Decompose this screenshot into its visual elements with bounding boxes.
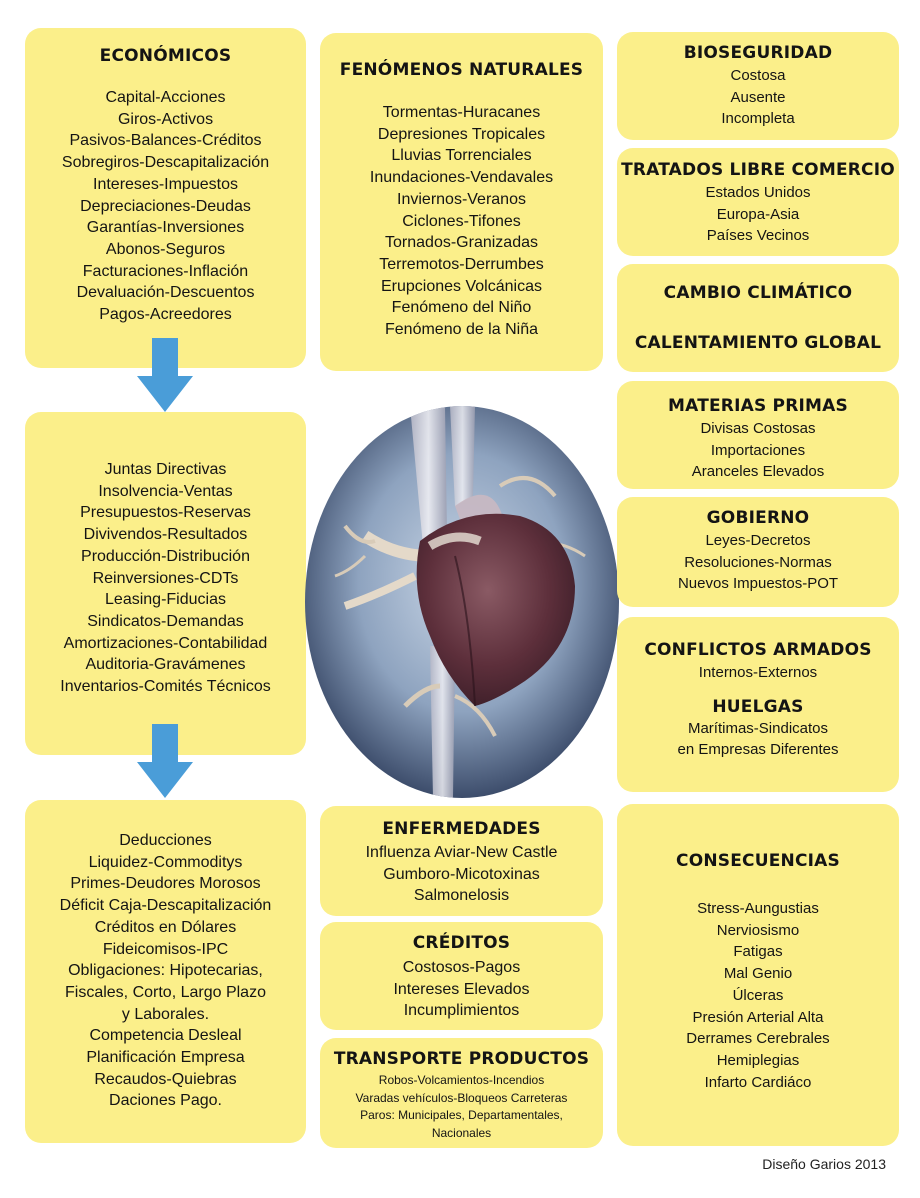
- materias-primas-list: [617, 418, 899, 483]
- list-item: Leyes-Decretos: [705, 532, 811, 549]
- list-item: Europa-Asia: [716, 205, 800, 223]
- list-item: Garantías-Inversiones: [86, 219, 245, 237]
- list-item: Aranceles Elevados: [691, 463, 825, 481]
- conflictos-list: [617, 662, 899, 684]
- list-item: Giros-Activos: [117, 110, 214, 128]
- gestion-box: [25, 412, 306, 755]
- list-item: Leasing-Fiducias: [105, 591, 226, 609]
- financiero-list: [25, 830, 306, 1112]
- list-item: Créditos en Dólares: [94, 918, 237, 936]
- gobierno-title: GOBIERNO: [706, 508, 810, 528]
- list-item: Mal Genio: [723, 965, 793, 983]
- list-item: Resoluciones-Normas: [684, 553, 832, 571]
- tratados-title: TRATADOS LIBRE COMERCIO: [621, 160, 895, 180]
- list-item: Fenómeno del Niño: [391, 299, 532, 317]
- arrow-down-icon: [137, 338, 193, 414]
- calentamiento-global-title: CALENTAMIENTO GLOBAL: [634, 333, 882, 353]
- list-item: Gumboro-Micotoxinas: [383, 865, 540, 883]
- arrow-down-icon: [137, 724, 193, 800]
- economicos-title: ECONÓMICOS: [99, 46, 232, 66]
- consecuencias-box: [617, 804, 899, 1146]
- list-item: Estados Unidos: [705, 184, 811, 201]
- consecuencias-list: [617, 898, 899, 1093]
- design-credit: Diseño Garios 2013: [762, 1156, 886, 1172]
- list-item: Varadas vehículos-Bloqueos Carreteras: [355, 1090, 568, 1105]
- list-item: Fenómeno de la Niña: [385, 321, 538, 339]
- transporte-list: [320, 1072, 603, 1142]
- list-item: Inventarios-Comités Técnicos: [60, 678, 271, 696]
- tratados-box: [617, 148, 899, 256]
- list-item: Deducciones: [119, 832, 212, 849]
- list-item: Hemiplegias: [716, 1051, 800, 1069]
- list-item: Sindicatos-Demandas: [87, 612, 244, 630]
- list-item: Ciclones-Tifones: [402, 212, 521, 230]
- bioseguridad-list: [617, 65, 899, 130]
- list-item: Marítimas-Sindicatos: [687, 719, 829, 737]
- cambio-climatico-title: CAMBIO CLIMÁTICO: [663, 283, 853, 303]
- huelgas-title: HUELGAS: [712, 696, 804, 717]
- economicos-list: [25, 87, 306, 326]
- list-item: Auditoria-Gravámenes: [85, 656, 246, 674]
- tratados-list: [617, 182, 899, 247]
- list-item: Sobregiros-Descapitalización: [61, 154, 270, 172]
- list-item: Stress-Aungustias: [697, 900, 819, 917]
- list-item: Pagos-Acreedores: [99, 306, 232, 324]
- list-item: Importaciones: [710, 441, 806, 459]
- list-item: Presupuestos-Reservas: [80, 504, 251, 522]
- list-item: Tornados-Granizadas: [385, 234, 538, 252]
- bioseguridad-box: [617, 32, 899, 140]
- cambio-climatico-box: [617, 264, 899, 372]
- list-item: Incumplimientos: [403, 1002, 520, 1020]
- list-item: y Laborales.: [121, 1005, 210, 1023]
- list-item: Inviernos-Veranos: [397, 190, 526, 208]
- list-item: Países Vecinos: [706, 227, 810, 245]
- list-item: Recaudos-Quiebras: [94, 1070, 237, 1088]
- enfermedades-list: [320, 842, 603, 907]
- list-item: Salmonelosis: [413, 887, 510, 905]
- enfermedades-box: [320, 806, 603, 916]
- list-item: Juntas Directivas: [104, 461, 227, 478]
- list-item: Ausente: [730, 88, 786, 106]
- list-item: Paros: Municipales, Departamentales,: [360, 1108, 563, 1122]
- huelgas-list: [617, 718, 899, 761]
- list-item: Reinversiones-CDTs: [92, 569, 239, 587]
- conflictos-box: [617, 617, 899, 792]
- list-item: Internos-Externos: [698, 664, 818, 681]
- materias-primas-title: MATERIAS PRIMAS: [668, 396, 848, 416]
- list-item: Primes-Deudores Morosos: [70, 875, 261, 893]
- list-item: Nuevos Impuestos-POT: [677, 575, 839, 593]
- fenomenos-title: FENÓMENOS NATURALES: [339, 60, 584, 80]
- list-item: Fideicomisos-IPC: [102, 940, 229, 958]
- bioseguridad-title: BIOSEGURIDAD: [683, 43, 833, 63]
- list-item: Intereses-Impuestos: [93, 175, 238, 193]
- list-item: Producción-Distribución: [81, 547, 250, 565]
- list-item: Presión Arterial Alta: [692, 1008, 824, 1026]
- creditos-list: [320, 957, 603, 1022]
- list-item: Amortizaciones-Contabilidad: [63, 634, 268, 652]
- materias-primas-box: [617, 381, 899, 489]
- list-item: Depreciaciones-Deudas: [80, 197, 251, 215]
- list-item: Intereses Elevados: [393, 980, 530, 998]
- economicos-box: [25, 28, 306, 368]
- list-item: Tormentas-Huracanes: [382, 104, 541, 121]
- list-item: Abonos-Seguros: [105, 240, 226, 258]
- list-item: Déficit Caja-Descapitalización: [59, 897, 272, 915]
- conflictos-title: CONFLICTOS ARMADOS: [644, 640, 872, 660]
- transporte-box: [320, 1038, 603, 1148]
- list-item: Erupciones Volcánicas: [381, 277, 542, 295]
- list-item: Costosa: [730, 67, 786, 84]
- list-item: Influenza Aviar-New Castle: [365, 844, 558, 861]
- gobierno-list: [617, 530, 899, 595]
- list-item: Depresiones Tropicales: [377, 125, 546, 143]
- list-item: Fiscales, Corto, Largo Plazo: [65, 983, 266, 1001]
- list-item: Fatigas: [733, 943, 783, 961]
- list-item: Capital-Acciones: [105, 89, 226, 106]
- creditos-title: CRÉDITOS: [412, 933, 511, 953]
- list-item: Robos-Volcamientos-Incendios: [378, 1073, 545, 1087]
- list-item: Infarto Cardiáco: [704, 1073, 812, 1091]
- list-item: Divisas Costosas: [700, 420, 816, 437]
- list-item: Daciones Pago.: [109, 1092, 222, 1110]
- list-item: en Empresas Diferentes: [677, 741, 839, 759]
- consecuencias-title: CONSECUENCIAS: [676, 851, 840, 871]
- list-item: Costosos-Pagos: [402, 959, 521, 976]
- fenomenos-list: [320, 102, 603, 341]
- list-item: Derrames Cerebrales: [686, 1030, 830, 1048]
- financiero-box: [25, 800, 306, 1143]
- list-item: Lluvias Torrenciales: [391, 147, 532, 165]
- list-item: Obligaciones: Hipotecarias,: [68, 962, 263, 980]
- transporte-title: TRANSPORTE PRODUCTOS: [333, 1049, 590, 1069]
- list-item: Competencia Desleal: [89, 1027, 242, 1045]
- list-item: Úlceras: [732, 986, 784, 1004]
- heart-illustration: [305, 406, 619, 798]
- list-item: Nerviosismo: [716, 921, 800, 939]
- gobierno-box: [617, 497, 899, 607]
- list-item: Inundaciones-Vendavales: [369, 169, 554, 187]
- list-item: Planificación Empresa: [86, 1049, 245, 1067]
- list-item: Incompleta: [721, 110, 795, 128]
- list-item: Divivendos-Resultados: [83, 526, 248, 544]
- gestion-list: [25, 459, 306, 698]
- list-item: Terremotos-Derrumbes: [379, 255, 544, 273]
- enfermedades-title: ENFERMEDADES: [382, 819, 541, 839]
- list-item: Pasivos-Balances-Créditos: [69, 132, 262, 150]
- list-item: Devaluación-Descuentos: [76, 284, 255, 302]
- list-item: Facturaciones-Inflación: [82, 262, 249, 280]
- creditos-box: [320, 922, 603, 1030]
- fenomenos-box: [320, 33, 603, 371]
- list-item: Liquidez-Commoditys: [88, 853, 243, 871]
- list-item: Nacionales: [431, 1125, 492, 1140]
- list-item: Insolvencia-Ventas: [98, 482, 233, 500]
